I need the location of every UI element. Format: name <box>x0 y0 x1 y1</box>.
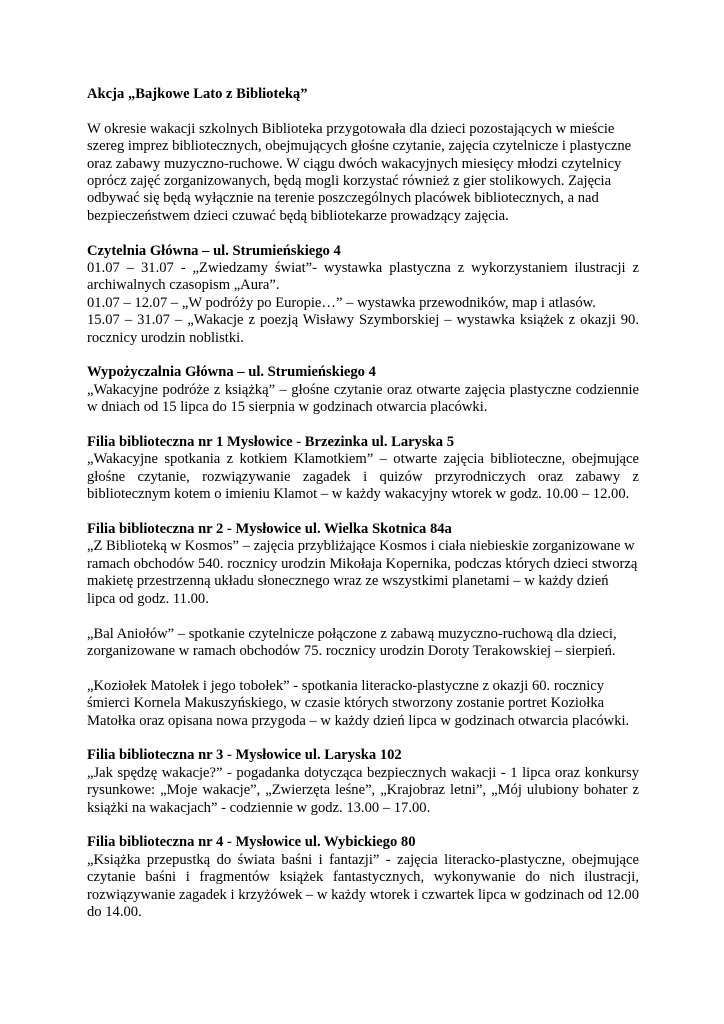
spacer <box>87 225 639 242</box>
document-page <box>87 86 639 921</box>
intro-paragraph: W okresie wakacji szkolnych Biblioteka przygotowała dla dzieci pozostających w mieście szereg imprez bibliotecznych, obejmujących głośne czytanie, zajęcia czytelnicze i plastyczne oraz zabawy muzyczno-ruchowe. W ciągu dwóch wakacyjnych miesięcy młodzi czytelnicy oprócz zajęć zorganizowanych, będą mogli korzystać również z gier stolikowych. Zajęcia odbywać się będą wyłącznie na terenie poszczególnych placówek bibliotecznych, a nad bezpieczeństwem dzieci czuwać będą bibliotekarze prowadzący zajęcia. <box>87 120 632 224</box>
section-paragraph: „Jak spędzę wakacje?” - pogadanka dotycząca bezpiecznych wakacji - 1 lipca oraz konkursy rysunkowe: „Moje wakacje”, „Zwierzęta leśne”, „Krajobraz letni”, „Mój ulubiony bohater z książki na wakacjach” - codziennie w godz. 13.00 – 17.00. <box>87 764 639 816</box>
section-paragraph: „Wakacyjne spotkania z kotkiem Klamotkiem” – otwarte zajęcia biblioteczne, obejmujące głośne czytanie, rozwiązywanie zagadek i quizów przyrodniczych oraz zabawy z bibliotecznym kotem o imieniu Klamot – w każdy wakacyjny wtorek w godz. 10.00 – 12.00. <box>87 451 639 503</box>
spacer <box>87 660 639 677</box>
section-paragraph: 01.07 – 12.07 – „W podróży po Europie…” – wystawka przewodników, map i atlasów. <box>87 294 596 311</box>
spacer <box>87 817 639 834</box>
section-paragraph: „Koziołek Matołek i jego tobołek” - spotkania literacko-plastyczne z okazji 60. rocznicy śmierci Kornela Makuszyńskiego, w czasie których stworzony zostanie portret Koziołka Matołka oraz opisana nowa przygoda – w każdy dzień lipca w godzinach otwarcia placówki. <box>87 677 630 729</box>
spacer <box>87 347 639 364</box>
spacer <box>87 417 639 434</box>
section-heading: Filia biblioteczna nr 3 - Mysłowice ul. Laryska 102 <box>87 747 402 764</box>
section-paragraph: 01.07 – 31.07 - „Zwiedzamy świat”- wystawka plastyczna z wykorzystaniem ilustracji z archiwalnych czasopism „Aura”. <box>87 260 639 294</box>
section-paragraph: „Bal Aniołów” – spotkanie czytelnicze połączone z zabawą muzyczno-ruchową dla dzieci, zorganizowane w ramach obchodów 75. rocznicy urodzin Doroty Terakowskiej – sierpień. <box>87 625 617 659</box>
section-heading: Filia biblioteczna nr 2 - Mysłowice ul. Wielka Skotnica 84a <box>87 521 452 538</box>
section-paragraph: „Wakacyjne podróże z książką” – głośne czytanie oraz otwarte zajęcia plastyczne codziennie w dniach od 15 lipca do 15 sierpnia w godzinach otwarcia placówki. <box>87 381 639 416</box>
document-title: Akcja „Bajkowe Lato z Biblioteką” <box>87 86 308 102</box>
section-paragraph: „Z Biblioteką w Kosmos” – zajęcia przybliżające Kosmos i ciała niebieskie zorganizowane w ramach obchodów 540. rocznicy urodzin Mikołaja Kopernika, podczas których dzieci stworzą makietę przestrzenną układu słonecznego wraz ze wszystkimi planetami – w każdy dzień lipca od godz. 11.00. <box>87 538 638 607</box>
spacer <box>87 608 639 625</box>
section-heading: Czytelnia Główna – ul. Strumieńskiego 4 <box>87 242 341 259</box>
spacer <box>87 504 639 521</box>
section-heading: Filia biblioteczna nr 1 Mysłowice - Brzezinka ul. Laryska 5 <box>87 434 454 451</box>
spacer <box>87 730 639 747</box>
section-heading: Wypożyczalnia Główna – ul. Strumieńskiego 4 <box>87 364 376 381</box>
spacer <box>87 103 639 120</box>
section-heading: Filia biblioteczna nr 4 - Mysłowice ul. Wybickiego 80 <box>87 834 416 851</box>
section-paragraph: 15.07 – 31.07 – „Wakacje z poezją Wisławy Szymborskiej – wystawka książek z okazji 90. rocznicy urodzin noblistki. <box>87 312 639 346</box>
section-paragraph: „Książka przepustką do świata baśni i fantazji” - zajęcia literacko-plastyczne, obejmujące czytanie baśni i fragmentów książek fantastycznych, wykonywanie do nich ilustracji, rozwiązywanie zagadek i krzyżówek – w każdy wtorek i czwartek lipca w godzinach od 12.00 do 14.00. <box>87 851 639 920</box>
